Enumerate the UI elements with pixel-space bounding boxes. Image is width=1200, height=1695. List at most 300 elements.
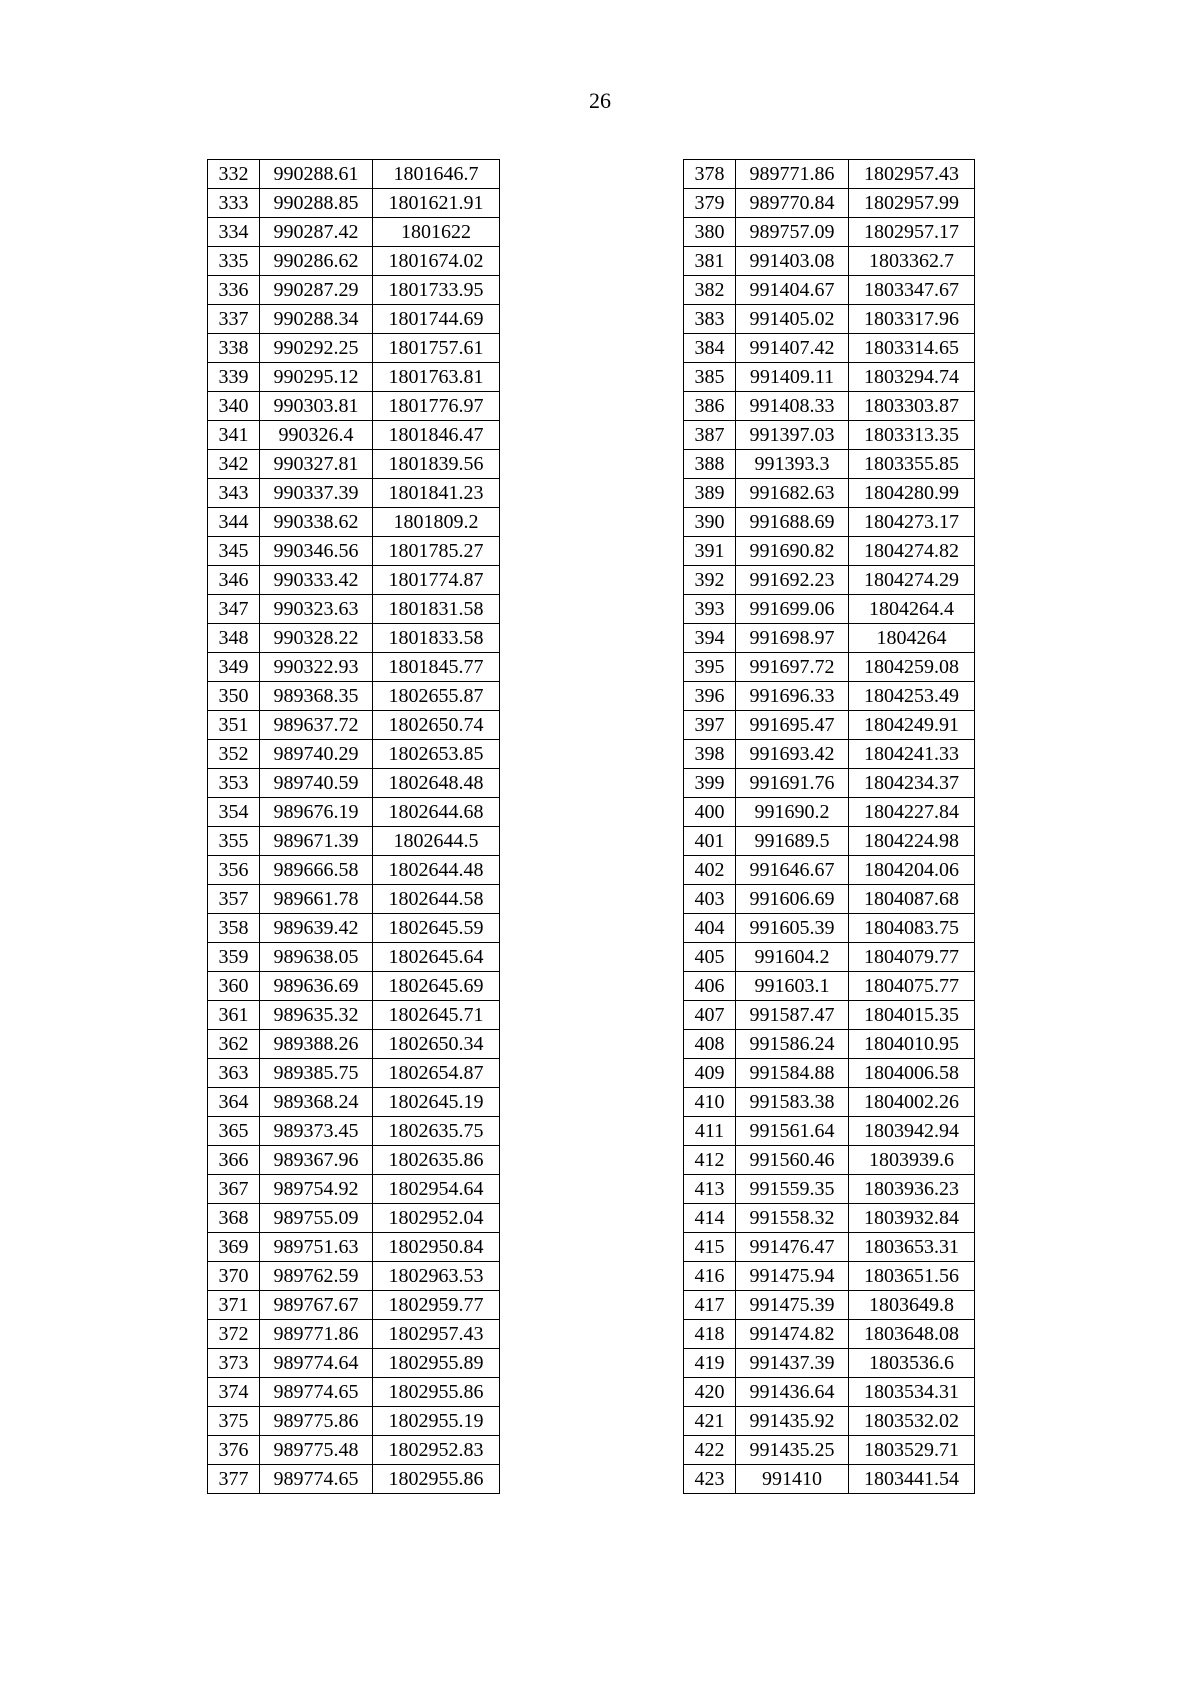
x-coordinate-cell: 991404.67 [736,276,849,305]
x-coordinate-cell: 990327.81 [260,450,373,479]
table-row [208,856,500,885]
x-coordinate-cell: 991405.02 [736,305,849,334]
table-row [684,334,975,363]
table-row [684,1378,975,1407]
x-coordinate-cell: 991604.2 [736,943,849,972]
point-number-cell: 388 [684,450,736,479]
x-coordinate-cell: 989637.72 [260,711,373,740]
table-row [684,972,975,1001]
y-coordinate-cell: 1803529.71 [849,1436,975,1465]
y-coordinate-cell: 1801757.61 [373,334,500,363]
point-number-cell: 406 [684,972,736,1001]
point-number-cell: 372 [208,1320,260,1349]
point-number-cell: 345 [208,537,260,566]
y-coordinate-cell: 1802957.17 [849,218,975,247]
y-coordinate-cell: 1802957.43 [849,160,975,189]
table-row [684,1407,975,1436]
y-coordinate-cell: 1801622 [373,218,500,247]
x-coordinate-cell: 989661.78 [260,885,373,914]
table-row [208,595,500,624]
table-row [684,1233,975,1262]
x-coordinate-cell: 991407.42 [736,334,849,363]
table-row [208,450,500,479]
y-coordinate-cell: 1803313.35 [849,421,975,450]
point-number-cell: 415 [684,1233,736,1262]
y-coordinate-cell: 1801674.02 [373,247,500,276]
y-coordinate-cell: 1801841.23 [373,479,500,508]
point-number-cell: 336 [208,276,260,305]
point-number-cell: 408 [684,1030,736,1059]
table-row [684,363,975,392]
table-row [208,1030,500,1059]
table-row [684,1349,975,1378]
x-coordinate-cell: 990295.12 [260,363,373,392]
point-number-cell: 409 [684,1059,736,1088]
y-coordinate-cell: 1803536.6 [849,1349,975,1378]
point-number-cell: 369 [208,1233,260,1262]
x-coordinate-cell: 991699.06 [736,595,849,624]
y-coordinate-cell: 1804280.99 [849,479,975,508]
point-number-cell: 356 [208,856,260,885]
point-number-cell: 371 [208,1291,260,1320]
y-coordinate-cell: 1804204.06 [849,856,975,885]
x-coordinate-cell: 991393.3 [736,450,849,479]
point-number-cell: 411 [684,1117,736,1146]
point-number-cell: 382 [684,276,736,305]
y-coordinate-cell: 1804249.91 [849,711,975,740]
y-coordinate-cell: 1804274.29 [849,566,975,595]
y-coordinate-cell: 1804015.35 [849,1001,975,1030]
y-coordinate-cell: 1802644.58 [373,885,500,914]
x-coordinate-cell: 989368.24 [260,1088,373,1117]
coordinates-table-right [683,159,975,1494]
point-number-cell: 370 [208,1262,260,1291]
x-coordinate-cell: 991397.03 [736,421,849,450]
y-coordinate-cell: 1802955.19 [373,1407,500,1436]
y-coordinate-cell: 1801846.47 [373,421,500,450]
x-coordinate-cell: 989638.05 [260,943,373,972]
x-coordinate-cell: 989770.84 [736,189,849,218]
y-coordinate-cell: 1802963.53 [373,1262,500,1291]
table-row [684,769,975,798]
point-number-cell: 348 [208,624,260,653]
point-number-cell: 385 [684,363,736,392]
x-coordinate-cell: 990286.62 [260,247,373,276]
point-number-cell: 377 [208,1465,260,1494]
point-number-cell: 407 [684,1001,736,1030]
point-number-cell: 333 [208,189,260,218]
table-row [208,537,500,566]
x-coordinate-cell: 989751.63 [260,1233,373,1262]
table-row [208,189,500,218]
table-row [208,914,500,943]
table-row [208,421,500,450]
y-coordinate-cell: 1801774.87 [373,566,500,595]
table-row [684,1320,975,1349]
y-coordinate-cell: 1803347.67 [849,276,975,305]
point-number-cell: 418 [684,1320,736,1349]
point-number-cell: 384 [684,334,736,363]
table-row [684,1291,975,1320]
y-coordinate-cell: 1803534.31 [849,1378,975,1407]
table-row [208,1291,500,1320]
x-coordinate-cell: 989639.42 [260,914,373,943]
table-row [684,1146,975,1175]
x-coordinate-cell: 991690.82 [736,537,849,566]
x-coordinate-cell: 990288.34 [260,305,373,334]
y-coordinate-cell: 1804259.08 [849,653,975,682]
y-coordinate-cell: 1801733.95 [373,276,500,305]
point-number-cell: 401 [684,827,736,856]
table-row [684,1001,975,1030]
y-coordinate-cell: 1804264.4 [849,595,975,624]
y-coordinate-cell: 1802654.87 [373,1059,500,1088]
point-number-cell: 361 [208,1001,260,1030]
y-coordinate-cell: 1802655.87 [373,682,500,711]
table-row [208,624,500,653]
point-number-cell: 419 [684,1349,736,1378]
y-coordinate-cell: 1804002.26 [849,1088,975,1117]
x-coordinate-cell: 991475.39 [736,1291,849,1320]
y-coordinate-cell: 1804006.58 [849,1059,975,1088]
y-coordinate-cell: 1802959.77 [373,1291,500,1320]
y-coordinate-cell: 1802955.86 [373,1378,500,1407]
table-row [684,305,975,334]
x-coordinate-cell: 990333.42 [260,566,373,595]
table-row [208,1117,500,1146]
point-number-cell: 379 [684,189,736,218]
table-row [684,1204,975,1233]
table-row [684,711,975,740]
table-row [684,392,975,421]
point-number-cell: 340 [208,392,260,421]
table-row [684,508,975,537]
x-coordinate-cell: 991403.08 [736,247,849,276]
y-coordinate-cell: 1803314.65 [849,334,975,363]
x-coordinate-cell: 991695.47 [736,711,849,740]
table-row [208,740,500,769]
x-coordinate-cell: 990288.61 [260,160,373,189]
table-row [684,537,975,566]
table-row [684,798,975,827]
x-coordinate-cell: 990338.62 [260,508,373,537]
y-coordinate-cell: 1803532.02 [849,1407,975,1436]
point-number-cell: 365 [208,1117,260,1146]
point-number-cell: 421 [684,1407,736,1436]
x-coordinate-cell: 991435.25 [736,1436,849,1465]
y-coordinate-cell: 1802644.5 [373,827,500,856]
point-number-cell: 410 [684,1088,736,1117]
x-coordinate-cell: 989635.32 [260,1001,373,1030]
table-row [684,827,975,856]
table-row [684,885,975,914]
point-number-cell: 355 [208,827,260,856]
table-row [208,1175,500,1204]
point-number-cell: 338 [208,334,260,363]
y-coordinate-cell: 1801763.81 [373,363,500,392]
table-row [684,566,975,595]
table-row [684,160,975,189]
table-row [208,1146,500,1175]
x-coordinate-cell: 991476.47 [736,1233,849,1262]
y-coordinate-cell: 1804010.95 [849,1030,975,1059]
y-coordinate-cell: 1804227.84 [849,798,975,827]
point-number-cell: 343 [208,479,260,508]
y-coordinate-cell: 1803294.74 [849,363,975,392]
point-number-cell: 339 [208,363,260,392]
x-coordinate-cell: 991583.38 [736,1088,849,1117]
point-number-cell: 417 [684,1291,736,1320]
table-row [684,479,975,508]
point-number-cell: 399 [684,769,736,798]
x-coordinate-cell: 991410 [736,1465,849,1494]
point-number-cell: 357 [208,885,260,914]
y-coordinate-cell: 1802644.68 [373,798,500,827]
table-row [208,885,500,914]
y-coordinate-cell: 1804253.49 [849,682,975,711]
x-coordinate-cell: 989636.69 [260,972,373,1001]
x-coordinate-cell: 991437.39 [736,1349,849,1378]
x-coordinate-cell: 991436.64 [736,1378,849,1407]
table-row [208,653,500,682]
y-coordinate-cell: 1801621.91 [373,189,500,218]
point-number-cell: 381 [684,247,736,276]
point-number-cell: 344 [208,508,260,537]
table-row [208,1436,500,1465]
x-coordinate-cell: 989771.86 [260,1320,373,1349]
x-coordinate-cell: 991646.67 [736,856,849,885]
point-number-cell: 380 [684,218,736,247]
point-number-cell: 398 [684,740,736,769]
point-number-cell: 358 [208,914,260,943]
y-coordinate-cell: 1804241.33 [849,740,975,769]
point-number-cell: 360 [208,972,260,1001]
y-coordinate-cell: 1801839.56 [373,450,500,479]
point-number-cell: 334 [208,218,260,247]
point-number-cell: 353 [208,769,260,798]
point-number-cell: 378 [684,160,736,189]
y-coordinate-cell: 1801845.77 [373,653,500,682]
x-coordinate-cell: 989671.39 [260,827,373,856]
x-coordinate-cell: 990323.63 [260,595,373,624]
x-coordinate-cell: 990287.29 [260,276,373,305]
point-number-cell: 391 [684,537,736,566]
table-row [208,160,500,189]
table-row [208,1378,500,1407]
table-row [684,1088,975,1117]
x-coordinate-cell: 991698.97 [736,624,849,653]
y-coordinate-cell: 1803355.85 [849,450,975,479]
table-row [684,1436,975,1465]
x-coordinate-cell: 989740.29 [260,740,373,769]
table-row [684,914,975,943]
point-number-cell: 351 [208,711,260,740]
point-number-cell: 367 [208,1175,260,1204]
point-number-cell: 422 [684,1436,736,1465]
x-coordinate-cell: 991696.33 [736,682,849,711]
x-coordinate-cell: 991561.64 [736,1117,849,1146]
x-coordinate-cell: 989762.59 [260,1262,373,1291]
point-number-cell: 374 [208,1378,260,1407]
table-row [208,1001,500,1030]
point-number-cell: 412 [684,1146,736,1175]
table-row [208,479,500,508]
y-coordinate-cell: 1802653.85 [373,740,500,769]
y-coordinate-cell: 1803936.23 [849,1175,975,1204]
table-row [208,1262,500,1291]
point-number-cell: 402 [684,856,736,885]
x-coordinate-cell: 991586.24 [736,1030,849,1059]
x-coordinate-cell: 991603.1 [736,972,849,1001]
x-coordinate-cell: 990337.39 [260,479,373,508]
table-row [208,566,500,595]
point-number-cell: 335 [208,247,260,276]
y-coordinate-cell: 1802635.86 [373,1146,500,1175]
point-number-cell: 397 [684,711,736,740]
y-coordinate-cell: 1802954.64 [373,1175,500,1204]
table-row [684,247,975,276]
y-coordinate-cell: 1802650.74 [373,711,500,740]
y-coordinate-cell: 1803651.56 [849,1262,975,1291]
x-coordinate-cell: 989755.09 [260,1204,373,1233]
x-coordinate-cell: 989774.65 [260,1465,373,1494]
x-coordinate-cell: 991587.47 [736,1001,849,1030]
x-coordinate-cell: 991692.23 [736,566,849,595]
x-coordinate-cell: 991474.82 [736,1320,849,1349]
table-row [684,421,975,450]
x-coordinate-cell: 991558.32 [736,1204,849,1233]
table-row [208,682,500,711]
x-coordinate-cell: 991560.46 [736,1146,849,1175]
table-row [208,1407,500,1436]
table-row [208,827,500,856]
table-row [208,1233,500,1262]
y-coordinate-cell: 1803317.96 [849,305,975,334]
point-number-cell: 352 [208,740,260,769]
y-coordinate-cell: 1804224.98 [849,827,975,856]
x-coordinate-cell: 990287.42 [260,218,373,247]
table-row [684,450,975,479]
x-coordinate-cell: 989774.65 [260,1378,373,1407]
point-number-cell: 354 [208,798,260,827]
table-row [684,189,975,218]
x-coordinate-cell: 989757.09 [736,218,849,247]
point-number-cell: 390 [684,508,736,537]
x-coordinate-cell: 990288.85 [260,189,373,218]
x-coordinate-cell: 991606.69 [736,885,849,914]
table-row [208,392,500,421]
table-row [684,1262,975,1291]
point-number-cell: 337 [208,305,260,334]
x-coordinate-cell: 989754.92 [260,1175,373,1204]
x-coordinate-cell: 989368.35 [260,682,373,711]
table-row [684,682,975,711]
x-coordinate-cell: 989676.19 [260,798,373,827]
x-coordinate-cell: 991475.94 [736,1262,849,1291]
point-number-cell: 368 [208,1204,260,1233]
x-coordinate-cell: 991435.92 [736,1407,849,1436]
point-number-cell: 414 [684,1204,736,1233]
x-coordinate-cell: 991688.69 [736,508,849,537]
point-number-cell: 386 [684,392,736,421]
y-coordinate-cell: 1803362.7 [849,247,975,276]
x-coordinate-cell: 989388.26 [260,1030,373,1059]
table-row [208,1204,500,1233]
point-number-cell: 375 [208,1407,260,1436]
point-number-cell: 347 [208,595,260,624]
table-row [684,943,975,972]
x-coordinate-cell: 990292.25 [260,334,373,363]
point-number-cell: 393 [684,595,736,624]
table-row [208,943,500,972]
y-coordinate-cell: 1803653.31 [849,1233,975,1262]
y-coordinate-cell: 1802645.19 [373,1088,500,1117]
y-coordinate-cell: 1802957.43 [373,1320,500,1349]
y-coordinate-cell: 1804274.82 [849,537,975,566]
table-row [684,624,975,653]
point-number-cell: 404 [684,914,736,943]
y-coordinate-cell: 1802650.34 [373,1030,500,1059]
point-number-cell: 396 [684,682,736,711]
point-number-cell: 363 [208,1059,260,1088]
point-number-cell: 362 [208,1030,260,1059]
x-coordinate-cell: 990326.4 [260,421,373,450]
x-coordinate-cell: 991408.33 [736,392,849,421]
x-coordinate-cell: 989767.67 [260,1291,373,1320]
point-number-cell: 395 [684,653,736,682]
x-coordinate-cell: 991409.11 [736,363,849,392]
table-row [208,508,500,537]
y-coordinate-cell: 1803648.08 [849,1320,975,1349]
table-row [684,1030,975,1059]
x-coordinate-cell: 989740.59 [260,769,373,798]
x-coordinate-cell: 989367.96 [260,1146,373,1175]
table-row [208,711,500,740]
y-coordinate-cell: 1802955.86 [373,1465,500,1494]
y-coordinate-cell: 1804264 [849,624,975,653]
table-row [208,972,500,1001]
point-number-cell: 346 [208,566,260,595]
y-coordinate-cell: 1802952.83 [373,1436,500,1465]
x-coordinate-cell: 990303.81 [260,392,373,421]
x-coordinate-cell: 989775.48 [260,1436,373,1465]
table-row [684,740,975,769]
y-coordinate-cell: 1802955.89 [373,1349,500,1378]
x-coordinate-cell: 989666.58 [260,856,373,885]
table-row [684,1465,975,1494]
point-number-cell: 366 [208,1146,260,1175]
y-coordinate-cell: 1803649.8 [849,1291,975,1320]
y-coordinate-cell: 1801776.97 [373,392,500,421]
y-coordinate-cell: 1802645.69 [373,972,500,1001]
point-number-cell: 376 [208,1436,260,1465]
point-number-cell: 387 [684,421,736,450]
y-coordinate-cell: 1802957.99 [849,189,975,218]
table-row [208,769,500,798]
y-coordinate-cell: 1804273.17 [849,508,975,537]
y-coordinate-cell: 1802952.04 [373,1204,500,1233]
y-coordinate-cell: 1801831.58 [373,595,500,624]
point-number-cell: 403 [684,885,736,914]
x-coordinate-cell: 991584.88 [736,1059,849,1088]
table-row [684,276,975,305]
point-number-cell: 394 [684,624,736,653]
y-coordinate-cell: 1804075.77 [849,972,975,1001]
table-row [208,305,500,334]
table-row [208,276,500,305]
y-coordinate-cell: 1804234.37 [849,769,975,798]
point-number-cell: 389 [684,479,736,508]
